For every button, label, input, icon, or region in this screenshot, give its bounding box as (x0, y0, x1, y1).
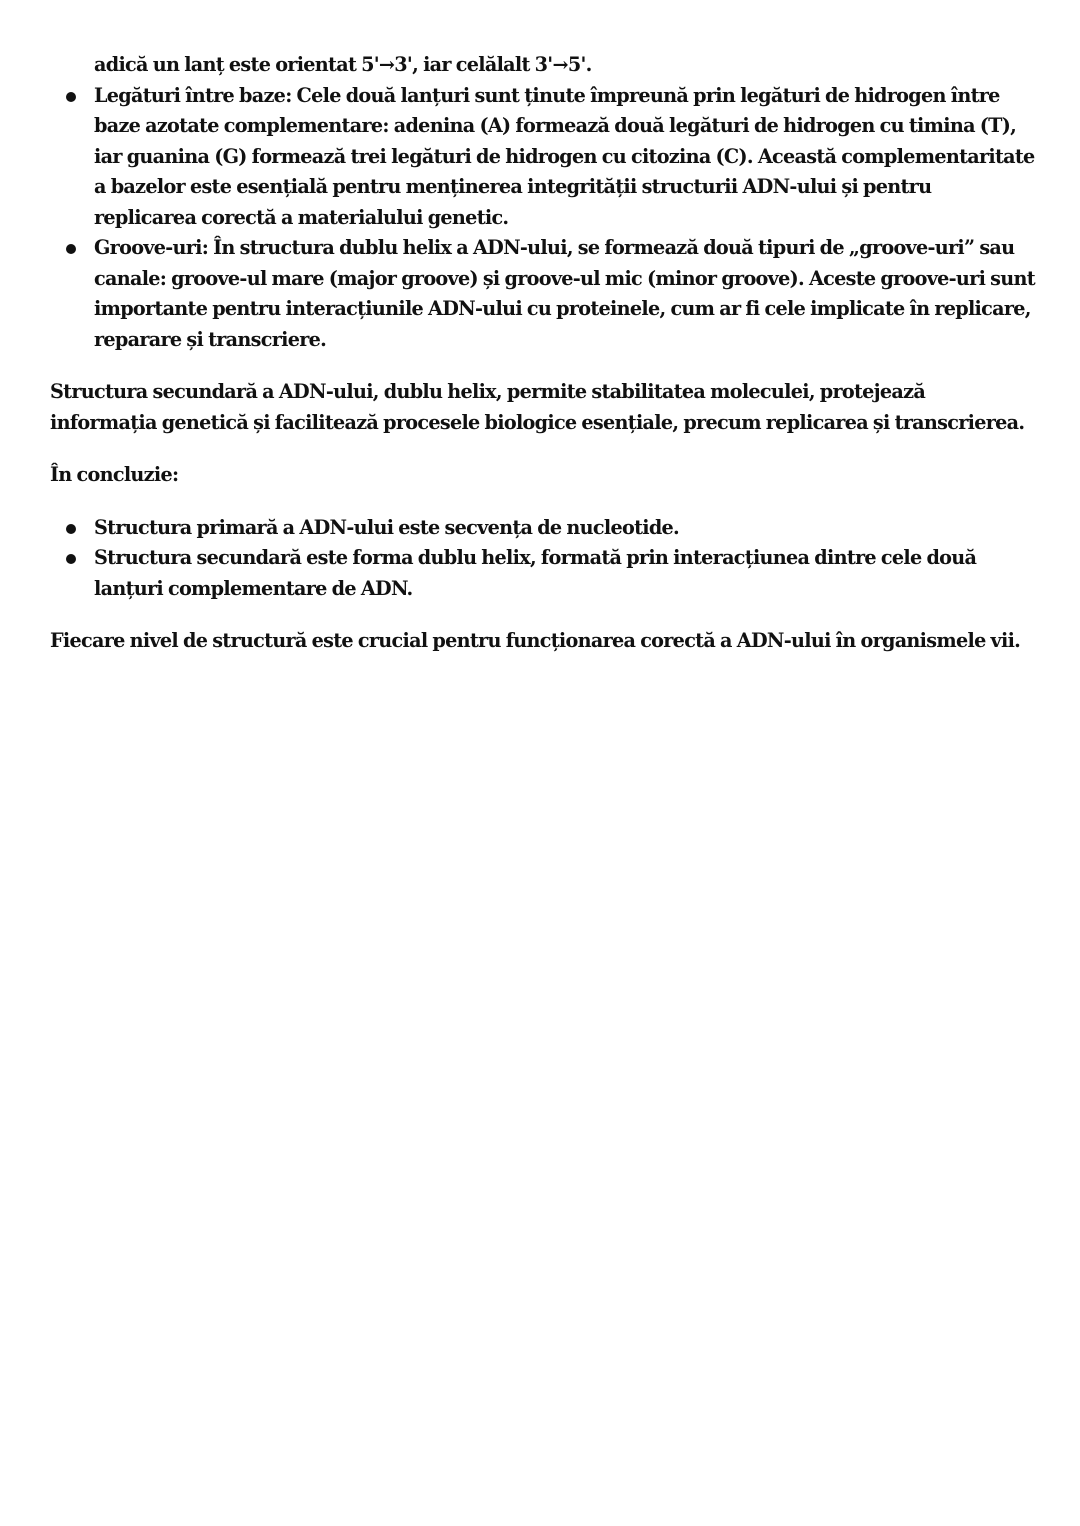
list-item-grooves (50, 233, 1035, 355)
closing-paragraph: Fiecare nivel de structură este crucial pentru funcționarea corectă a ADN-ului în organismele vii. (50, 629, 1021, 652)
continuation-line: adică un lanț este orientat 5'→3', iar celălalt 3'→5'. (94, 53, 592, 76)
list-item-text: Structura secundară este forma dublu helix, formată prin interacțiunea dintre cele două lanțuri complementare de ADN. (94, 546, 977, 600)
list-item-primary-structure (50, 513, 1035, 544)
bullet-icon (66, 244, 76, 254)
list-item-text: Legături între baze: Cele două lanțuri sunt ținute împreună prin legături de hidrogen între baze azotate complementare: adenina (A) formează două legături de hidrogen cu timina (T), iar guanina (G) formează trei legături de hidrogen cu citozina (C). Această complementaritate a bazelor este esențială pentru menținerea integrității structurii ADN-ului și pentru replicarea corectă a materialului genetic. (94, 83, 1035, 229)
bullet-icon (66, 524, 76, 534)
conclusion-list (50, 513, 1035, 605)
summary-paragraph: Structura secundară a ADN-ului, dublu helix, permite stabilitatea moleculei, protejează informația genetică și facilitează procesele biologice esențiale, precum replicarea și transcrierea. (50, 380, 1025, 434)
list-item-base-pairing (50, 81, 1035, 234)
list-item-text: Groove-uri: În structura dublu helix a ADN-ului, se formează două tipuri de „groove-uri” sau canale: groove-ul mare (major groove) și groove-ul mic (minor groove). Aceste groove-uri sunt importante pentru interacțiunile ADN-ului cu proteinele, cum ar fi cele implicate în replicare, reparare și transcriere. (94, 236, 1035, 351)
bullet-icon (66, 554, 76, 564)
structure-details-list (50, 81, 1035, 356)
document-content (50, 50, 1035, 657)
bullet-icon (66, 92, 76, 102)
list-item-secondary-structure (50, 543, 1035, 604)
conclusion-heading: În concluzie: (50, 463, 179, 486)
list-item-text: Structura primară a ADN-ului este secvența de nucleotide. (94, 515, 680, 539)
